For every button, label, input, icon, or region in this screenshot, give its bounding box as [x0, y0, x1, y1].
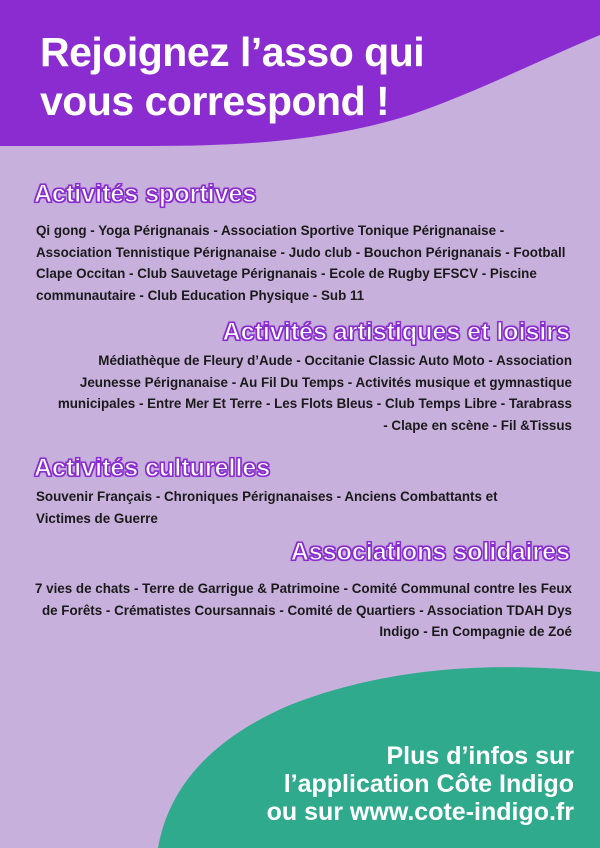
footer-info: [267, 742, 574, 826]
page-title: [40, 28, 424, 126]
heading-artistiques: Activités artistiques et loisirs: [222, 318, 570, 346]
footer-line-2: l’application Côte Indigo: [283, 770, 574, 798]
title-line-2: vous correspond !: [40, 78, 390, 124]
title-line-1: Rejoignez l’asso qui: [40, 29, 425, 75]
footer-website-link[interactable]: ou sur www.cote-indigo.fr: [266, 798, 574, 826]
heading-solidaires: Associations solidaires: [290, 538, 570, 566]
text-culturelles: Souvenir Français - Chroniques Pérignanaises - Anciens Combattants et Victimes de Guerre: [36, 489, 498, 526]
text-artistiques: Médiathèque de Fleury d’Aude - Occitanie Classic Auto Moto - Association Jeunesse Pérignanaise - Au Fil Du Temps - Activités musique et gymnastique municipales - Entre Mer Et Terre - Les Flots Bleus - Club Temps Libre - Tarabrass - Clape en scène - Fil &Tissus: [57, 353, 572, 433]
heading-culturelles: Activités culturelles: [34, 454, 271, 482]
text-solidaires: 7 vies de chats - Terre de Garrigue & Patrimoine - Comité Communal contre les Feux de Forêts - Crématistes Coursannais - Comité de Quartiers - Association TDAH Dys Indigo - En Compagnie de Zoé: [34, 581, 572, 639]
footer-line-1: Plus d’infos sur: [386, 742, 574, 770]
heading-sportives: Activités sportives: [34, 180, 257, 208]
text-sportives: Qi gong - Yoga Pérignanais - Association Sportive Tonique Pérignanaise - Association Tennistique Pérignanaise - Judo club - Bouchon Pérignanais - Football Clape Occitan - Club Sauvetage Pérignanais - Ecole de Rugby EFSCV - Piscine communautaire - Club Education Physique - Sub 11: [36, 223, 566, 303]
